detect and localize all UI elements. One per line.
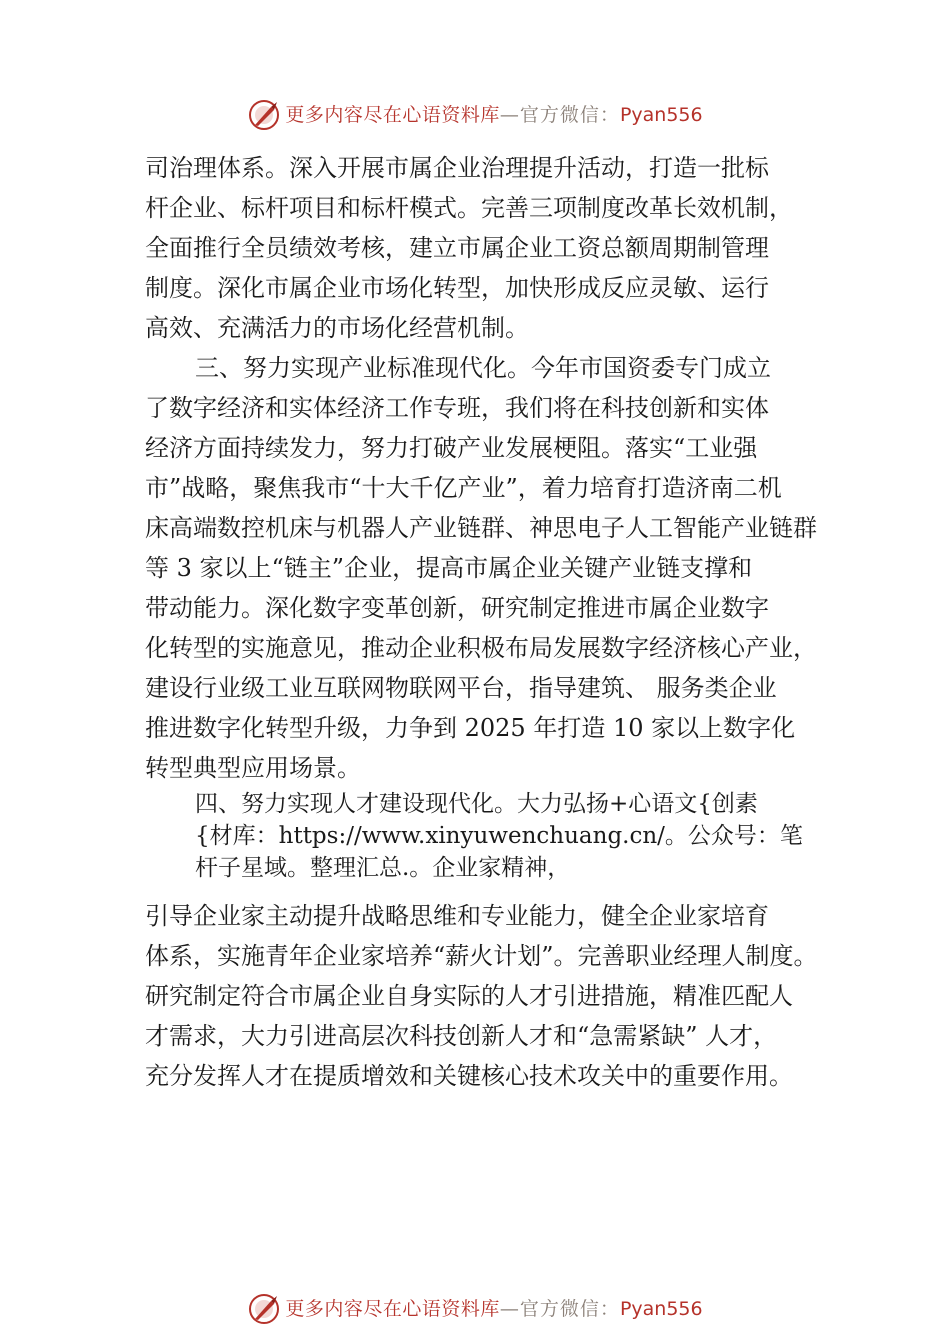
text-line: 带动能力。深化数字变革创新，研究制定推进市属企业数字 xyxy=(145,594,769,622)
banner-subtitle: —官方微信： xyxy=(499,103,620,126)
text-line: 高效、充满活力的市场化经营机制。 xyxy=(145,314,529,342)
text-line: 杆企业、标杆项目和标杆模式。完善三项制度改革长效机制， xyxy=(145,194,793,222)
paragraph-1 xyxy=(145,148,845,348)
paragraph-2 xyxy=(145,348,845,788)
text-line: 化转型的实施意见，推动企业积极布局发展数字经济核心产业， xyxy=(145,634,817,662)
document-body xyxy=(145,148,845,1096)
text-line: 推进数字化转型升级，力争到 2025 年打造 10 家以上数字化 xyxy=(145,714,796,742)
header-banner xyxy=(0,95,950,135)
text-line: 市”战略，聚焦我市“十大千亿产业”，着力培育打造济南二机 xyxy=(145,474,782,502)
text-line: 四、努力实现人才建设现代化。大力弘扬+心语文{创素 xyxy=(195,791,758,817)
text-line: 全面推行全员绩效考核，建立市属企业工资总额周期制管理 xyxy=(145,234,769,262)
banner-title: 更多内容尽在心语资料库 xyxy=(285,103,500,126)
paragraph-4 xyxy=(145,896,845,1096)
banner-subtitle: —官方微信： xyxy=(499,1297,620,1320)
text-line: 制度。深化市属企业市场化转型，加快形成反应灵敏、运行 xyxy=(145,274,769,302)
text-line: 了数字经济和实体经济工作专班，我们将在科技创新和实体 xyxy=(145,394,769,422)
paragraph-gap xyxy=(145,884,845,896)
text-line: 才需求，大力引进高层次科技创新人才和“急需紧缺” 人才， xyxy=(145,1022,778,1050)
footer-banner xyxy=(0,1289,950,1329)
text-line: 杆子星域。整理汇总.。企业家精神， xyxy=(195,855,571,881)
text-line: 引导企业家主动提升战略思维和专业能力，健全企业家培育 xyxy=(145,902,769,930)
quill-logo-icon xyxy=(247,1292,281,1326)
text-line: 经济方面持续发力，努力打破产业发展梗阻。落实“工业强 xyxy=(145,434,758,462)
paragraph-3 xyxy=(145,788,845,884)
text-line: {材库：https://www.xinyuwenchuang.cn/。公众号：笔 xyxy=(195,823,803,849)
text-line: 转型典型应用场景。 xyxy=(145,754,361,782)
text-line: 体系，实施青年企业家培养“薪火计划”。完善职业经理人制度。 xyxy=(145,942,818,970)
text-line: 研究制定符合市属企业自身实际的人才引进措施，精准匹配人 xyxy=(145,982,793,1010)
text-line: 建设行业级工业互联网物联网平台，指导建筑、 服务类企业 xyxy=(145,674,777,702)
text-line: 司治理体系。深入开展市属企业治理提升活动，打造一批标 xyxy=(145,154,769,182)
banner-wechat-id: Pyan556 xyxy=(619,103,703,126)
text-line: 等 3 家以上“链主”企业，提高市属企业关键产业链支撑和 xyxy=(145,554,753,582)
quill-logo-icon xyxy=(247,98,281,132)
text-line: 充分发挥人才在提质增效和关键核心技术攻关中的重要作用。 xyxy=(145,1062,793,1090)
banner-title: 更多内容尽在心语资料库 xyxy=(285,1297,500,1320)
text-line: 床高端数控机床与机器人产业链群、神思电子人工智能产业链群 xyxy=(145,514,817,542)
banner-wechat-id: Pyan556 xyxy=(619,1297,703,1320)
text-line: 三、努力实现产业标准现代化。今年市国资委专门成立 xyxy=(195,354,771,382)
